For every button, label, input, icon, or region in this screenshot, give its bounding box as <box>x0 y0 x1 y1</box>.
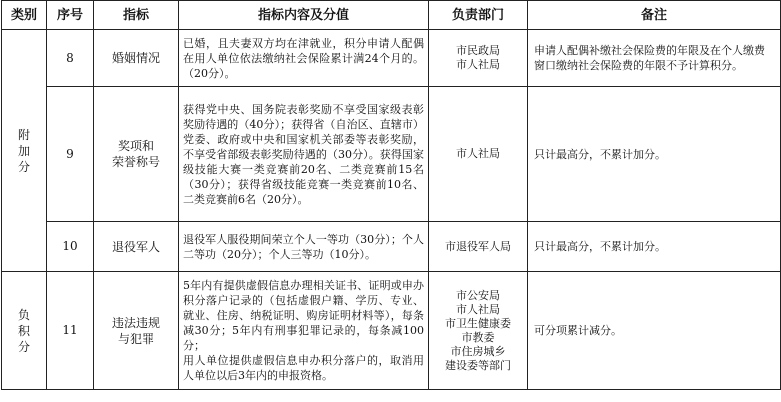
row-number: 8 <box>47 30 94 87</box>
content-cell: 获得党中央、国务院表彰奖励不享受国家级表彰奖励待遇的（40分）；获得省（自治区、直辖市）党委、政府或中央和国家机关部委等表彰奖励，不享受省部级表彰奖励待遇的（30分）。获得国家级技能大赛一类竞赛前20名、二类竞赛前15名（30分）；获得省级技能竞赛一类竞赛前10名、二类竞赛前6名（20分）。 <box>179 87 429 222</box>
department-cell: 市民政局 市人社局 <box>429 30 528 87</box>
content-cell: 5年内有提供虚假信息办理相关证书、证明或申办积分落户记录的（包括虚假户籍、学历、专业、就业、住房、纳税证明、购房证明材料等），每条减30分；5年内有刑事犯罪记录的，每条减100分； 用人单位提供虚假信息申办积分落户的，取消用人单位以后3年内的申报资格。 <box>179 272 429 390</box>
table-row <box>2 87 781 222</box>
department-cell: 市公安局 市人社局 市卫生健康委 市教委 市住房城乡 建设委等部门 <box>429 272 528 390</box>
department-cell: 市人社局 <box>429 87 528 222</box>
category-negative-points: 负 积 分 <box>2 272 47 390</box>
header-remarks: 备注 <box>528 1 781 30</box>
indicator-cell: 奖项和 荣誉称号 <box>94 87 179 222</box>
category-bonus-points: 附 加 分 <box>2 30 47 272</box>
header-indicator: 指标 <box>94 1 179 30</box>
content-cell: 已婚，且夫妻双方均在津就业，积分申请人配偶在用人单位依法缴纳社会保险累计满24个月的。（20分）。 <box>179 30 429 87</box>
points-table <box>1 0 781 390</box>
department-cell: 市退役军人局 <box>429 222 528 272</box>
table-row <box>2 222 781 272</box>
header-number: 序号 <box>47 1 94 30</box>
header-row <box>2 1 781 30</box>
indicator-cell: 婚姻情况 <box>94 30 179 87</box>
row-number: 10 <box>47 222 94 272</box>
header-content: 指标内容及分值 <box>179 1 429 30</box>
header-category: 类别 <box>2 1 47 30</box>
row-number: 9 <box>47 87 94 222</box>
indicator-cell: 退役军人 <box>94 222 179 272</box>
table-row <box>2 272 781 390</box>
remarks-cell: 申请人配偶补缴社会保险费的年限及在个人缴费窗口缴纳社会保险费的年限不予计算积分。 <box>528 30 781 87</box>
indicator-cell: 违法违规 与犯罪 <box>94 272 179 390</box>
header-department: 负责部门 <box>429 1 528 30</box>
row-number: 11 <box>47 272 94 390</box>
remarks-cell: 可分项累计减分。 <box>528 272 781 390</box>
table-row <box>2 30 781 87</box>
content-cell: 退役军人服役期间荣立个人一等功（30分）；个人二等功（20分）；个人三等功（10分）。 <box>179 222 429 272</box>
remarks-cell: 只计最高分，不累计加分。 <box>528 222 781 272</box>
remarks-cell: 只计最高分，不累计加分。 <box>528 87 781 222</box>
